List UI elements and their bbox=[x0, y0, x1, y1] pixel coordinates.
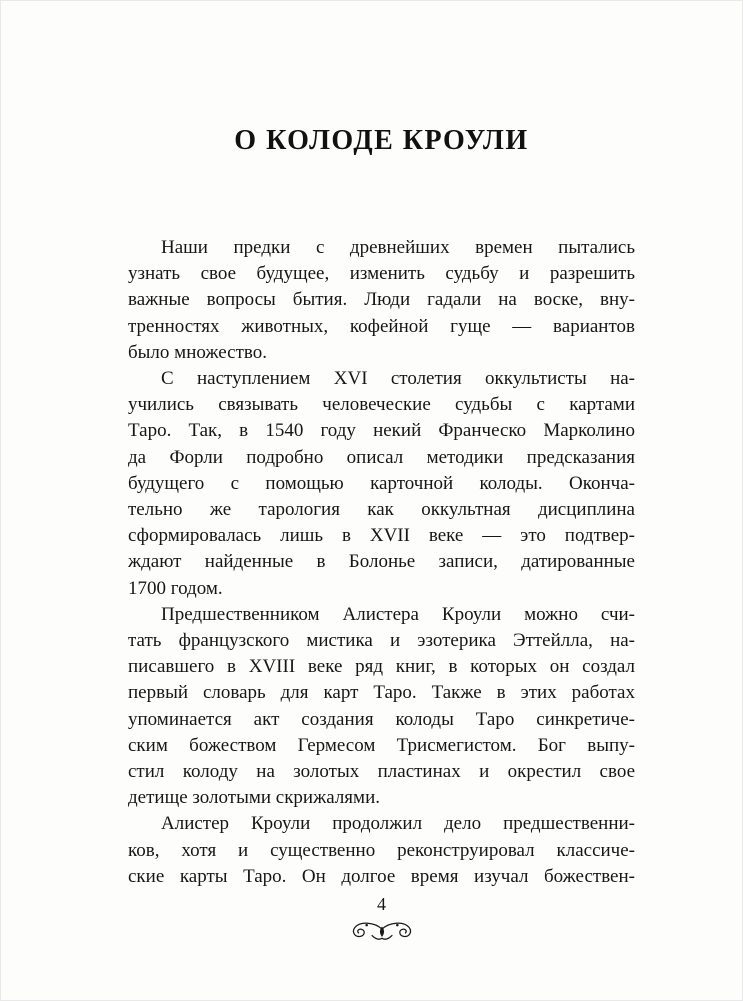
flourish-ornament-icon bbox=[128, 919, 635, 943]
text-line: стил колоду на золотых пластинах и окрестил свое bbox=[128, 761, 635, 783]
text-line: сформировалась лишь в XVII веке — это подтвер- bbox=[128, 525, 635, 547]
text-line: учились связывать человеческие судьбы с картами bbox=[128, 394, 635, 416]
paragraph bbox=[128, 602, 635, 812]
body-text bbox=[128, 235, 635, 890]
text-line: первый словарь для карт Таро. Также в этих работах bbox=[128, 682, 635, 704]
text-line: Алистер Кроули продолжил дело предшественни- bbox=[161, 813, 635, 835]
paragraph bbox=[128, 366, 635, 602]
text-line: ждают найденные в Болонье записи, датированные bbox=[128, 551, 635, 573]
text-line: ков, хотя и существенно реконструировал классиче- bbox=[128, 839, 635, 861]
page-number: 4 bbox=[377, 894, 386, 914]
text-line: узнать свое будущее, изменить судьбу и разрешить bbox=[128, 263, 635, 285]
text-line: упоминается акт создания колоды Таро синкретиче- bbox=[128, 708, 635, 730]
text-line: тельно же тарология как оккультная дисциплина bbox=[128, 499, 635, 521]
text-line: было множество. bbox=[128, 341, 267, 363]
chapter-title: О КОЛОДЕ КРОУЛИ bbox=[234, 125, 529, 156]
text-line: Предшественником Алистера Кроули можно счи- bbox=[161, 603, 635, 625]
text-line: да Форли подробно описал методики предсказания bbox=[128, 446, 635, 468]
text-line: С наступлением XVI столетия оккультисты на- bbox=[161, 368, 635, 390]
text-line: писавшего в XVIII веке ряд книг, в которых он создал bbox=[128, 656, 635, 678]
paragraph bbox=[128, 235, 635, 366]
text-line: тренностях животных, кофейной гуще — вариантов bbox=[128, 315, 635, 337]
text-line: тать французского мистика и эзотерика Эттейлла, на- bbox=[128, 630, 635, 652]
text-line: ским божеством Гермесом Трисмегистом. Бог выпу- bbox=[128, 734, 635, 756]
text-line: Таро. Так, в 1540 году некий Франческо Марколино bbox=[128, 420, 635, 442]
text-line: 1700 годом. bbox=[128, 577, 223, 599]
text-line: детище золотыми скрижалями. bbox=[128, 787, 380, 809]
paragraph bbox=[128, 811, 635, 890]
text-line: ские карты Таро. Он долгое время изучал божествен- bbox=[128, 865, 635, 887]
text-line: Наши предки с древнейших времен пытались bbox=[161, 237, 635, 258]
page-footer bbox=[128, 893, 635, 943]
text-line: будущего с помощью карточной колоды. Оконча- bbox=[128, 472, 635, 494]
text-line: важные вопросы бытия. Люди гадали на воске, вну- bbox=[128, 289, 635, 311]
